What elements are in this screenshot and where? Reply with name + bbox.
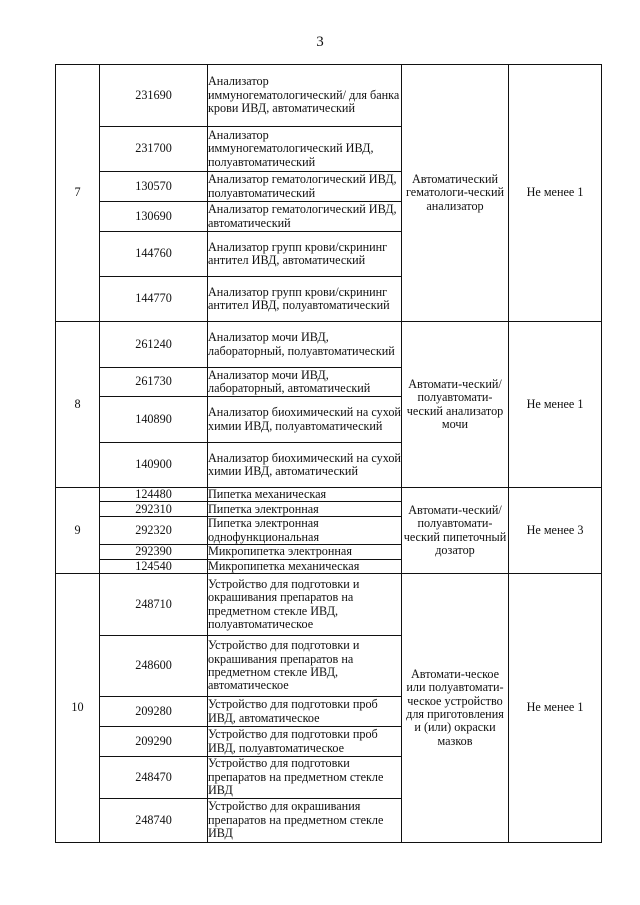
item-code: 261240 xyxy=(100,322,208,368)
item-code: 248470 xyxy=(100,757,208,799)
item-name: Анализатор иммуногематологический/ для банка крови ИВД, автоматический xyxy=(208,65,402,127)
section-number: 10 xyxy=(56,574,100,843)
item-code: 140900 xyxy=(100,443,208,488)
device-group: Автомати-ческий/ полуавтомати-ческий пипеточный дозатор xyxy=(402,488,509,574)
section-number: 9 xyxy=(56,488,100,574)
item-code: 292320 xyxy=(100,517,208,545)
table-row xyxy=(56,65,602,127)
item-name: Анализатор групп крови/скрининг антител ИВД, полуавтоматический xyxy=(208,277,402,322)
item-name: Анализатор гематологический ИВД, полуавтоматический xyxy=(208,172,402,202)
page-number: 3 xyxy=(316,34,324,50)
item-name: Устройство для подготовки проб ИВД, полуавтоматическое xyxy=(208,727,402,757)
item-code: 248710 xyxy=(100,574,208,636)
item-name: Устройство для окрашивания препаратов на предметном стекле ИВД xyxy=(208,799,402,843)
item-name: Пипетка механическая xyxy=(208,488,402,502)
item-name: Микропипетка электронная xyxy=(208,545,402,559)
item-code: 144760 xyxy=(100,232,208,277)
section-number: 8 xyxy=(56,322,100,488)
item-name: Пипетка электронная однофункциональная xyxy=(208,517,402,545)
item-name: Устройство для подготовки и окрашивания препаратов на предметном стекле ИВД, полуавтоматическое xyxy=(208,574,402,636)
item-code: 231690 xyxy=(100,65,208,127)
quantity: Не менее 1 xyxy=(509,322,602,488)
item-name: Анализатор гематологический ИВД, автоматический xyxy=(208,202,402,232)
quantity: Не менее 3 xyxy=(509,488,602,574)
item-name: Анализатор мочи ИВД, лабораторный, автоматический xyxy=(208,368,402,397)
table-row xyxy=(56,574,602,636)
item-name: Анализатор биохимический на сухой химии ИВД, полуавтоматический xyxy=(208,397,402,443)
item-code: 124480 xyxy=(100,488,208,502)
item-code: 144770 xyxy=(100,277,208,322)
device-group: Автомати-ческое или полуавтомати-ческое устройство для приготовления и (или) окраски мазков xyxy=(402,574,509,843)
item-code: 292310 xyxy=(100,502,208,517)
item-name: Анализатор мочи ИВД, лабораторный, полуавтоматический xyxy=(208,322,402,368)
item-code: 130690 xyxy=(100,202,208,232)
item-code: 209280 xyxy=(100,697,208,727)
item-name: Пипетка электронная xyxy=(208,502,402,517)
item-name: Анализатор иммуногематологический ИВД, полуавтоматический xyxy=(208,127,402,172)
item-code: 292390 xyxy=(100,545,208,559)
item-code: 209290 xyxy=(100,727,208,757)
device-group: Автомати-ческий/ полуавтомати-ческий анализатор мочи xyxy=(402,322,509,488)
item-name: Устройство для подготовки проб ИВД, автоматическое xyxy=(208,697,402,727)
item-name: Анализатор биохимический на сухой химии ИВД, автоматический xyxy=(208,443,402,488)
item-code: 130570 xyxy=(100,172,208,202)
item-name: Устройство для подготовки препаратов на предметном стекле ИВД xyxy=(208,757,402,799)
device-group: Автоматический гематологи-ческий анализатор xyxy=(402,65,509,322)
item-code: 140890 xyxy=(100,397,208,443)
table-body xyxy=(56,65,602,843)
section-number: 7 xyxy=(56,65,100,322)
item-code: 248600 xyxy=(100,636,208,697)
quantity: Не менее 1 xyxy=(509,65,602,322)
table-row xyxy=(56,488,602,502)
item-code: 248740 xyxy=(100,799,208,843)
item-code: 231700 xyxy=(100,127,208,172)
item-code: 124540 xyxy=(100,559,208,573)
item-name: Микропипетка механическая xyxy=(208,559,402,573)
item-name: Устройство для подготовки и окрашивания препаратов на предметном стекле ИВД, автоматическое xyxy=(208,636,402,697)
table-row xyxy=(56,322,602,368)
quantity: Не менее 1 xyxy=(509,574,602,843)
item-code: 261730 xyxy=(100,368,208,397)
equipment-table xyxy=(55,64,602,843)
item-name: Анализатор групп крови/скрининг антител ИВД, автоматический xyxy=(208,232,402,277)
